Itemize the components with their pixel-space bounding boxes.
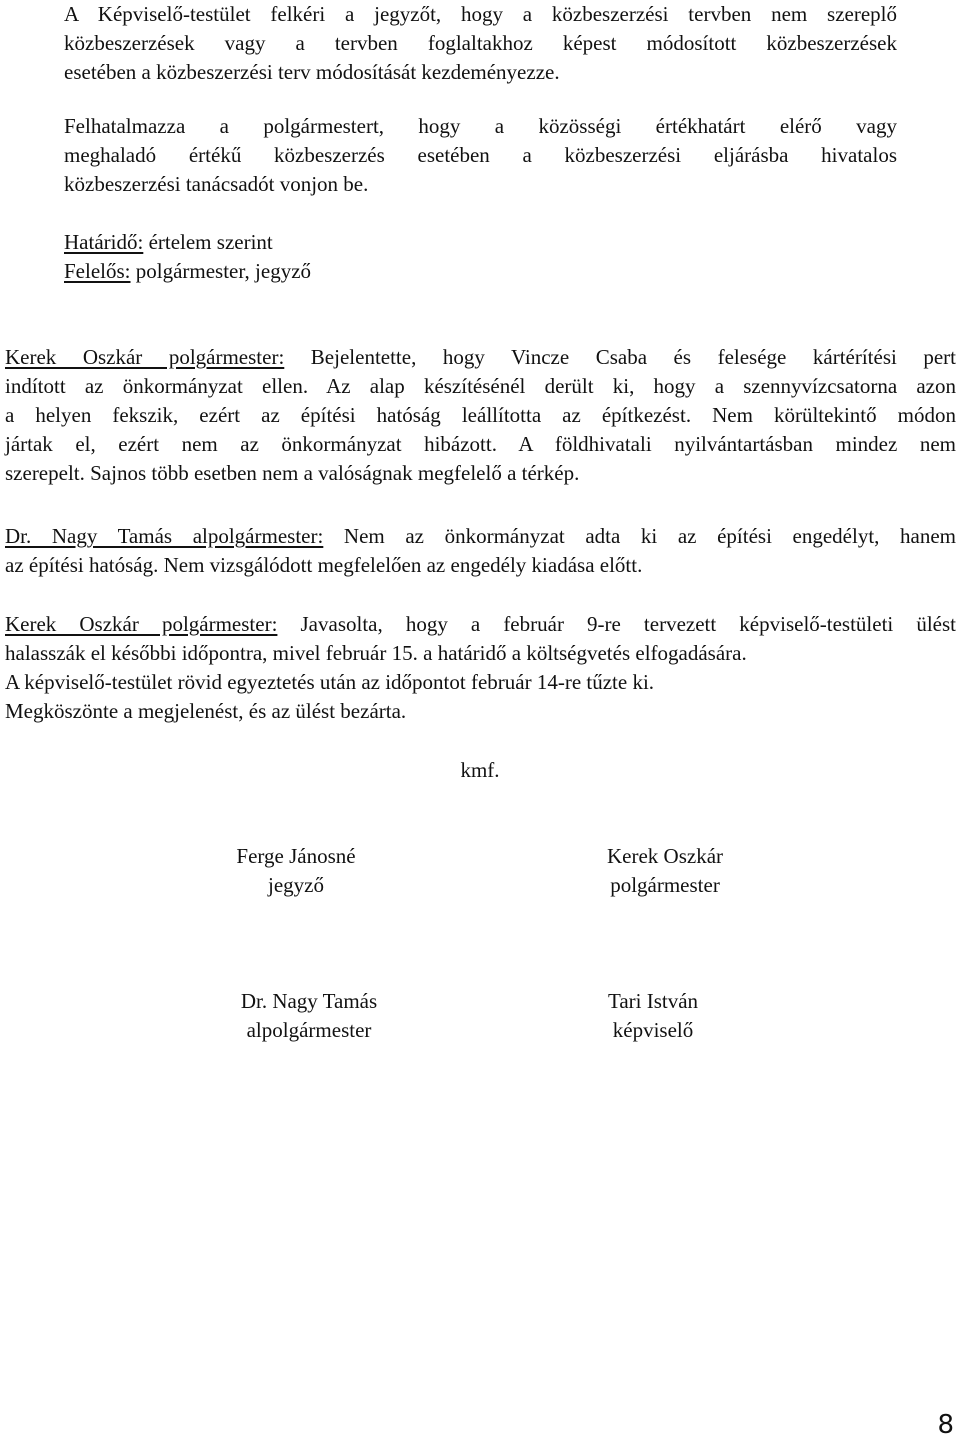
speaker-label: Kerek Oszkár polgármester: bbox=[5, 345, 285, 369]
text-line: a helyen fekszik, ezért az építési hatóság leállította az építkezést. Nem körültekintő módon bbox=[5, 403, 956, 427]
text-line: Dr. Nagy Tamás alpolgármester: Nem az önkormányzat adta ki az építési engedélyt, hanem bbox=[5, 524, 956, 548]
signatory-name: Dr. Nagy Tamás bbox=[240, 989, 378, 1013]
deadline-block bbox=[64, 228, 897, 286]
signatory-name: Ferge Jánosné bbox=[236, 844, 356, 868]
deadline-line bbox=[64, 228, 897, 257]
paragraph-deputy-mayor bbox=[5, 522, 956, 580]
signatory-role: jegyző bbox=[268, 873, 324, 897]
deadline-value: értelem szerint bbox=[143, 230, 273, 254]
text-line: A képviselő-testület rövid egyeztetés után az időpontot február 14-re tűzte ki. bbox=[5, 670, 655, 694]
text-line: Kerek Oszkár polgármester: Javasolta, hogy a február 9-re tervezett képviselő-testületi ülést bbox=[5, 612, 957, 636]
signatory-role: alpolgármester bbox=[246, 1018, 372, 1042]
text-line: esetében a közbeszerzési terv módosítását kezdeményezze. bbox=[64, 60, 560, 84]
text-line: közbeszerzési tanácsadót vonjon be. bbox=[64, 172, 369, 196]
signature-representative bbox=[523, 987, 783, 1045]
paragraph-mayor-closing bbox=[5, 610, 956, 726]
kmf-mark: kmf. bbox=[460, 758, 500, 782]
text-line: közbeszerzések vagy a tervben foglaltakhoz képest módosított közbeszerzések bbox=[64, 31, 897, 55]
signature-notary bbox=[166, 842, 426, 900]
signatory-role: képviselő bbox=[612, 1018, 694, 1042]
speaker-label: Kerek Oszkár polgármester: bbox=[5, 612, 278, 636]
responsible-label: Felelős: bbox=[64, 259, 131, 283]
responsible-line bbox=[64, 257, 897, 286]
signature-mayor bbox=[535, 842, 795, 900]
signatory-name: Tari István bbox=[607, 989, 699, 1013]
paragraph-authorization bbox=[64, 112, 897, 199]
signatory-role: polgármester bbox=[610, 873, 720, 897]
text-line: A Képviselő-testület felkéri a jegyzőt, hogy a közbeszerzési tervben nem szereplő bbox=[64, 2, 897, 26]
text-line: indított az önkormányzat ellen. Az alap készítésénél derült ki, hogy a szennyvízcsatorna azon bbox=[5, 374, 956, 398]
text-line: szerepelt. Sajnos több esetben nem a valóságnak megfelelő a térkép. bbox=[5, 461, 580, 485]
deadline-label: Határidő: bbox=[64, 230, 144, 254]
text-line: Kerek Oszkár polgármester: Bejelentette, hogy Vincze Csaba és felesége kártérítési pert bbox=[5, 345, 957, 369]
text-line: meghaladó értékű közbeszerzés esetében a közbeszerzési eljárásba hivatalos bbox=[64, 143, 897, 167]
page-number: 8 bbox=[937, 1410, 954, 1440]
paragraph-mayor-damages bbox=[5, 343, 956, 488]
paragraph-procurement-plan bbox=[64, 0, 897, 87]
text-line: halasszák el későbbi időpontra, mivel február 15. a határidő a költségvetés elfogadására. bbox=[5, 641, 747, 665]
text-line: az építési hatóság. Nem vizsgálódott megfelelően az engedély kiadása előtt. bbox=[5, 553, 643, 577]
text-line: jártak el, ezért nem az önkormányzat hibázott. A földhivatali nyilvántartásban mindez nem bbox=[5, 432, 956, 456]
signature-deputy-mayor bbox=[179, 987, 439, 1045]
text-line: Felhatalmazza a polgármestert, hogy a közösségi értékhatárt elérő vagy bbox=[64, 114, 897, 138]
text-line: Megköszönte a megjelenést, és az ülést bezárta. bbox=[5, 699, 407, 723]
signatory-name: Kerek Oszkár bbox=[606, 844, 724, 868]
speaker-label: Dr. Nagy Tamás alpolgármester: bbox=[5, 524, 324, 548]
responsible-value: polgármester, jegyző bbox=[130, 259, 312, 283]
